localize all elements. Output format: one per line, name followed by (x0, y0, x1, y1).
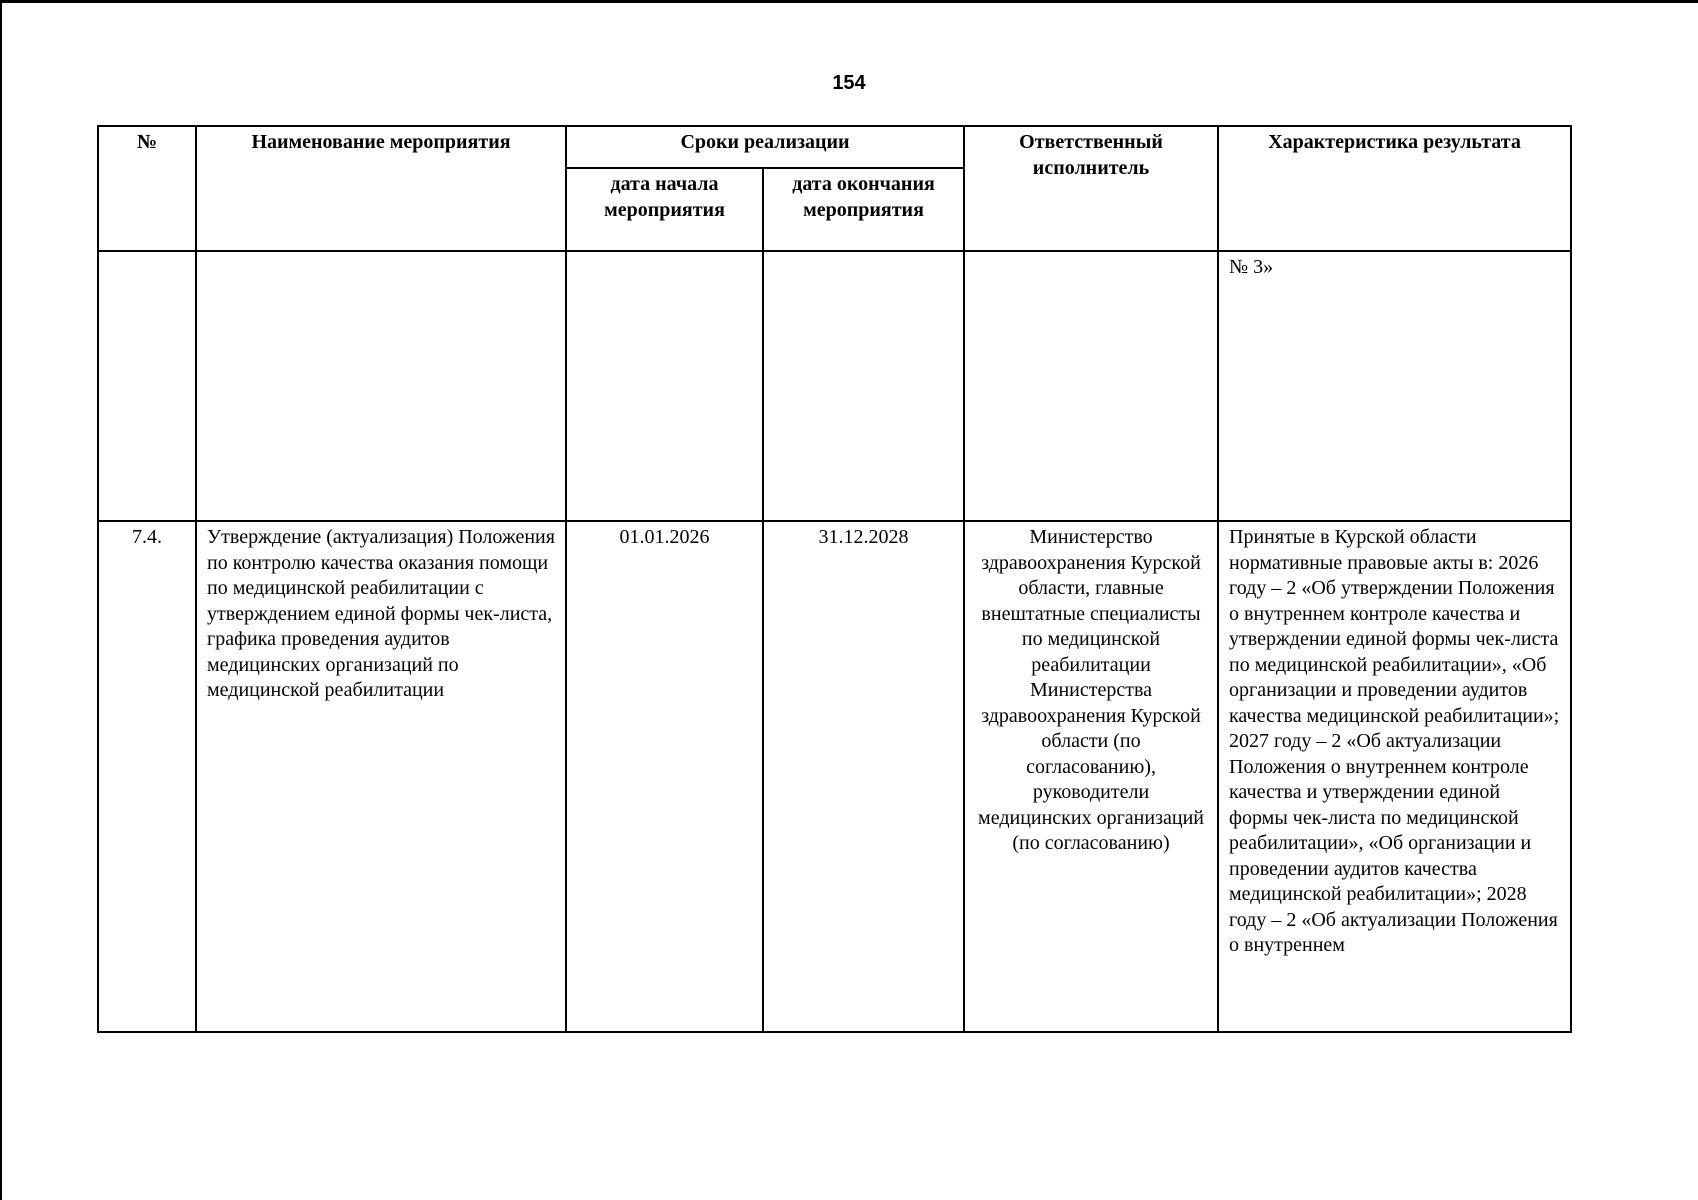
cell-responsible (964, 251, 1218, 521)
cell-result: № 3» (1218, 251, 1571, 521)
header-responsible: Ответственный исполнитель (964, 126, 1218, 251)
cell-responsible: Министерство здравоохранения Курской области, главные внештатные специалисты по медицинской реабилитации Министерства здравоохранения Курской области (по согласованию), руководители медицинских организаций (по согласованию) (964, 521, 1218, 1032)
header-end-date: дата окончания мероприятия (763, 168, 964, 251)
cell-end-date (763, 251, 964, 521)
scan-edge-top (0, 0, 1698, 3)
cell-start-date (566, 251, 763, 521)
header-result: Характеристика результата (1218, 126, 1571, 251)
cell-end-date: 31.12.2028 (763, 521, 964, 1032)
activities-table (97, 125, 1572, 1033)
cell-number (98, 251, 196, 521)
header-row-1 (98, 126, 1571, 168)
header-start-date: дата начала мероприятия (566, 168, 763, 251)
header-name: Наименование мероприятия (196, 126, 566, 251)
scan-edge-left (0, 0, 2, 1200)
page-number: 154 (832, 72, 866, 94)
cell-result: Принятые в Курской области нормативные правовые акты в: 2026 году – 2 «Об утверждении Положения о внутреннем контроле качества и утверждении единой формы чек-листа по медицинской реабилитации», «Об организации и проведении аудитов качества медицинской реабилитации»; 2027 году – 2 «Об актуализации Положения о внутреннем контроле качества и утверждении единой формы чек-листа по медицинской реабилитации», «Об организации и проведении аудитов качества медицинской реабилитации»; 2028 году – 2 «Об актуализации Положения о внутреннем (1218, 521, 1571, 1032)
header-terms: Сроки реализации (566, 126, 964, 168)
cell-start-date: 01.01.2026 (566, 521, 763, 1032)
header-number: № (98, 126, 196, 251)
cell-number: 7.4. (98, 521, 196, 1032)
cell-name (196, 251, 566, 521)
table-row (98, 251, 1571, 521)
cell-name: Утверждение (актуализация) Положения по контролю качества оказания помощи по медицинской реабилитации с утверждением единой формы чек-листа, графика проведения аудитов медицинских организаций по медицинской реабилитации (196, 521, 566, 1032)
table-row (98, 521, 1571, 1032)
